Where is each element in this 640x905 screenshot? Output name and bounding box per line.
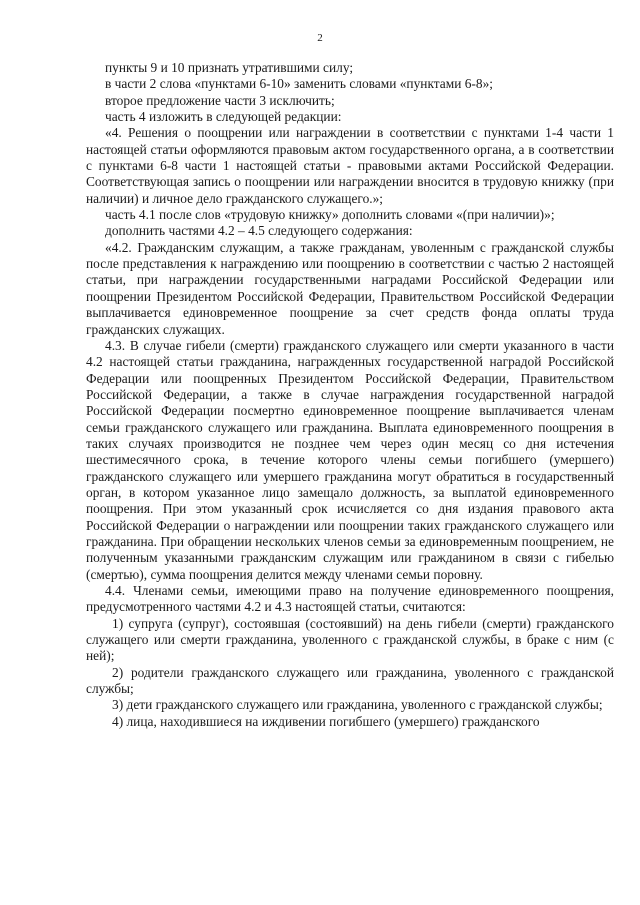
document-body	[86, 60, 614, 730]
paragraph-10: 4.4. Членами семьи, имеющими право на получение единовременного поощрения, предусмотренного частями 4.2 и 4.3 настоящей статьи, считаются:	[86, 583, 614, 615]
paragraph-2: в части 2 слова «пунктами 6-10» заменить словами «пунктами 6-8»;	[105, 76, 493, 92]
paragraph-6: часть 4.1 после слов «трудовую книжку» дополнить словами «(при наличии)»;	[105, 207, 555, 223]
paragraph-8: «4.2. Гражданским служащим, а также гражданам, уволенным с гражданской службы после представления к награждению или поощрению в соответствии с частью 2 настоящей статьи, при награждении государственными наградами Российской Федерации или поощрении Президентом Российской Федерации, Правительством Российской Федерации выплачивается единовременное поощрение за счет средств фонда оплаты труда гражданских служащих.	[86, 239, 614, 337]
list-item-2: 2) родители гражданского служащего или гражданина, уволенного с гражданской службы;	[86, 664, 614, 697]
page-number: 2	[317, 32, 323, 44]
list-item-3: 3) дети гражданского служащего или гражданина, уволенного с гражданской службы;	[112, 697, 603, 713]
paragraph-7: дополнить частями 4.2 – 4.5 следующего содержания:	[105, 223, 413, 239]
list-item-4: 4) лица, находившиеся на иждивении погибшего (умершего) гражданского	[112, 713, 540, 729]
paragraph-1: пункты 9 и 10 признать утратившими силу;	[105, 60, 354, 75]
paragraph-3: второе предложение части 3 исключить;	[105, 92, 335, 108]
paragraph-9: 4.3. В случае гибели (смерти) гражданского служащего или смерти указанного в части 4.2 настоящей статьи гражданина, награжденных государственной наградой Российской Федерации или поощренных Президентом Российской Федерации, Правительством Российской Федерации, а также в случае награждения государственной наградой Российской Федерации посмертно единовременное поощрение выплачивается членам семьи гражданского служащего или гражданина. Выплата единовременного поощрения в таких случаях производится не позднее чем через один месяц со дня истечения шестимесячного срока, в течение которого члены семьи погибшего (умершего) гражданского служащего или умершего гражданина могут обратиться в государственный орган, в котором указанное лицо замещало должность, за выплатой единовременного поощрения. При этом указанный срок исчисляется со дня издания правового акта Российской Федерации о награждении или поощрении таких гражданского служащего или гражданина. При обращении нескольких членов семьи за единовременным поощрением, не полученным указанными гражданским служащим или гражданином в связи с гибелью (смертью), сумма поощрения делится между членами семьи поровну.	[86, 337, 614, 582]
paragraph-5: «4. Решения о поощрении или награждении в соответствии с пунктами 1-4 части 1 настоящей статьи оформляются правовым актом государственного органа, а в соответствии с пунктами 6-8 части 1 настоящей статьи - правовыми актами Российской Федерации. Соответствующая запись о поощрении или награждении вносится в трудовую книжку (при наличии) и личное дело гражданского служащего.»;	[86, 125, 614, 206]
paragraph-4: часть 4 изложить в следующей редакции:	[105, 109, 342, 125]
list-item-1: 1) супруга (супруг), состоявшая (состоявший) на день гибели (смерти) гражданского служащего или смерти гражданина, уволенного с гражданской службы, в браке с ним (с ней);	[86, 615, 614, 664]
